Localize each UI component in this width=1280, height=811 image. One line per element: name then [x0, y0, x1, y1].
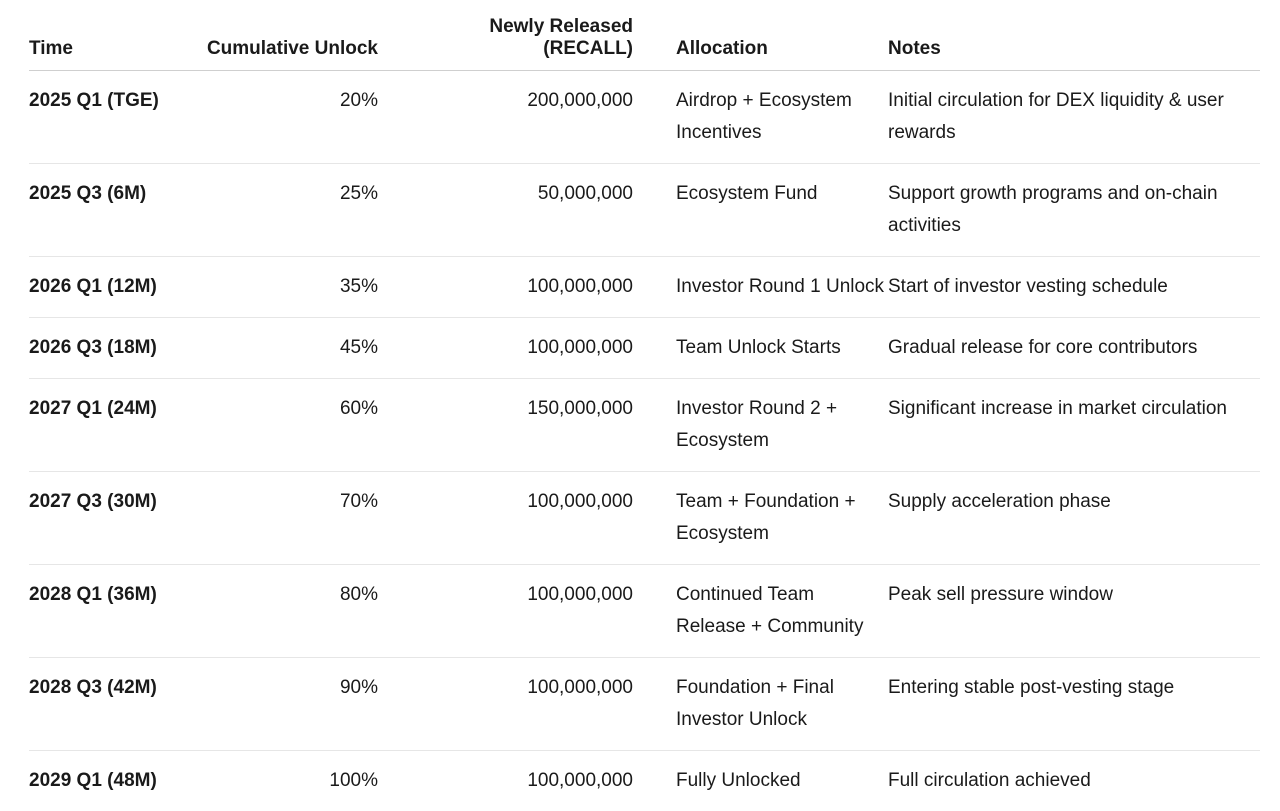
header-newly-released	[378, 0, 633, 71]
cell-allocation: Continued Team Release + Community	[633, 565, 888, 658]
cell-allocation: Foundation + Final Investor Unlock	[633, 658, 888, 751]
cell-time: 2029 Q1 (48M)	[29, 751, 167, 811]
cell-cumulative-unlock: 45%	[167, 318, 378, 379]
table-row	[29, 751, 1260, 811]
cell-newly-released: 50,000,000	[378, 164, 633, 257]
cell-newly-released: 100,000,000	[378, 472, 633, 565]
cell-time: 2028 Q1 (36M)	[29, 565, 167, 658]
cell-newly-released: 150,000,000	[378, 379, 633, 472]
cell-notes: Support growth programs and on-chain activities	[888, 164, 1260, 257]
table-row	[29, 71, 1260, 164]
unlock-schedule-table	[29, 0, 1260, 811]
cell-notes: Initial circulation for DEX liquidity & user rewards	[888, 71, 1260, 164]
cell-notes: Peak sell pressure window	[888, 565, 1260, 658]
cell-newly-released: 200,000,000	[378, 71, 633, 164]
cell-cumulative-unlock: 35%	[167, 257, 378, 318]
cell-newly-released: 100,000,000	[378, 658, 633, 751]
table-header	[29, 0, 1260, 71]
cell-cumulative-unlock: 90%	[167, 658, 378, 751]
cell-newly-released: 100,000,000	[378, 257, 633, 318]
header-cumulative-unlock: Cumulative Unlock	[167, 0, 378, 71]
table-row	[29, 658, 1260, 751]
cell-allocation: Team Unlock Starts	[633, 318, 888, 379]
cell-allocation: Investor Round 2 + Ecosystem	[633, 379, 888, 472]
table-row	[29, 379, 1260, 472]
cell-newly-released: 100,000,000	[378, 565, 633, 658]
table-body	[29, 71, 1260, 811]
cell-newly-released: 100,000,000	[378, 318, 633, 379]
cell-time: 2025 Q3 (6M)	[29, 164, 167, 257]
header-time: Time	[29, 0, 167, 71]
cell-time: 2026 Q3 (18M)	[29, 318, 167, 379]
cell-notes: Gradual release for core contributors	[888, 318, 1260, 379]
cell-time: 2027 Q1 (24M)	[29, 379, 167, 472]
cell-time: 2028 Q3 (42M)	[29, 658, 167, 751]
header-row	[29, 0, 1260, 71]
header-newly-released-line1: Newly Released	[489, 16, 633, 37]
cell-cumulative-unlock: 70%	[167, 472, 378, 565]
cell-notes: Supply acceleration phase	[888, 472, 1260, 565]
cell-notes: Significant increase in market circulation	[888, 379, 1260, 472]
cell-cumulative-unlock: 20%	[167, 71, 378, 164]
cell-notes: Start of investor vesting schedule	[888, 257, 1260, 318]
header-notes: Notes	[888, 0, 1260, 71]
cell-newly-released: 100,000,000	[378, 751, 633, 811]
cell-time: 2025 Q1 (TGE)	[29, 71, 167, 164]
table-row	[29, 318, 1260, 379]
cell-cumulative-unlock: 25%	[167, 164, 378, 257]
table-row	[29, 164, 1260, 257]
cell-allocation: Airdrop + Ecosystem Incentives	[633, 71, 888, 164]
cell-cumulative-unlock: 60%	[167, 379, 378, 472]
cell-time: 2026 Q1 (12M)	[29, 257, 167, 318]
table-row	[29, 565, 1260, 658]
table-row	[29, 257, 1260, 318]
cell-time: 2027 Q3 (30M)	[29, 472, 167, 565]
header-newly-released-line2: (RECALL)	[543, 38, 633, 59]
cell-notes: Entering stable post-vesting stage	[888, 658, 1260, 751]
cell-allocation: Fully Unlocked	[633, 751, 888, 811]
unlock-schedule-table-container	[29, 0, 1260, 811]
cell-notes: Full circulation achieved	[888, 751, 1260, 811]
cell-allocation: Ecosystem Fund	[633, 164, 888, 257]
cell-cumulative-unlock: 80%	[167, 565, 378, 658]
cell-cumulative-unlock: 100%	[167, 751, 378, 811]
cell-allocation: Investor Round 1 Unlock	[633, 257, 888, 318]
table-row	[29, 472, 1260, 565]
header-allocation: Allocation	[633, 0, 888, 71]
cell-allocation: Team + Foundation + Ecosystem	[633, 472, 888, 565]
